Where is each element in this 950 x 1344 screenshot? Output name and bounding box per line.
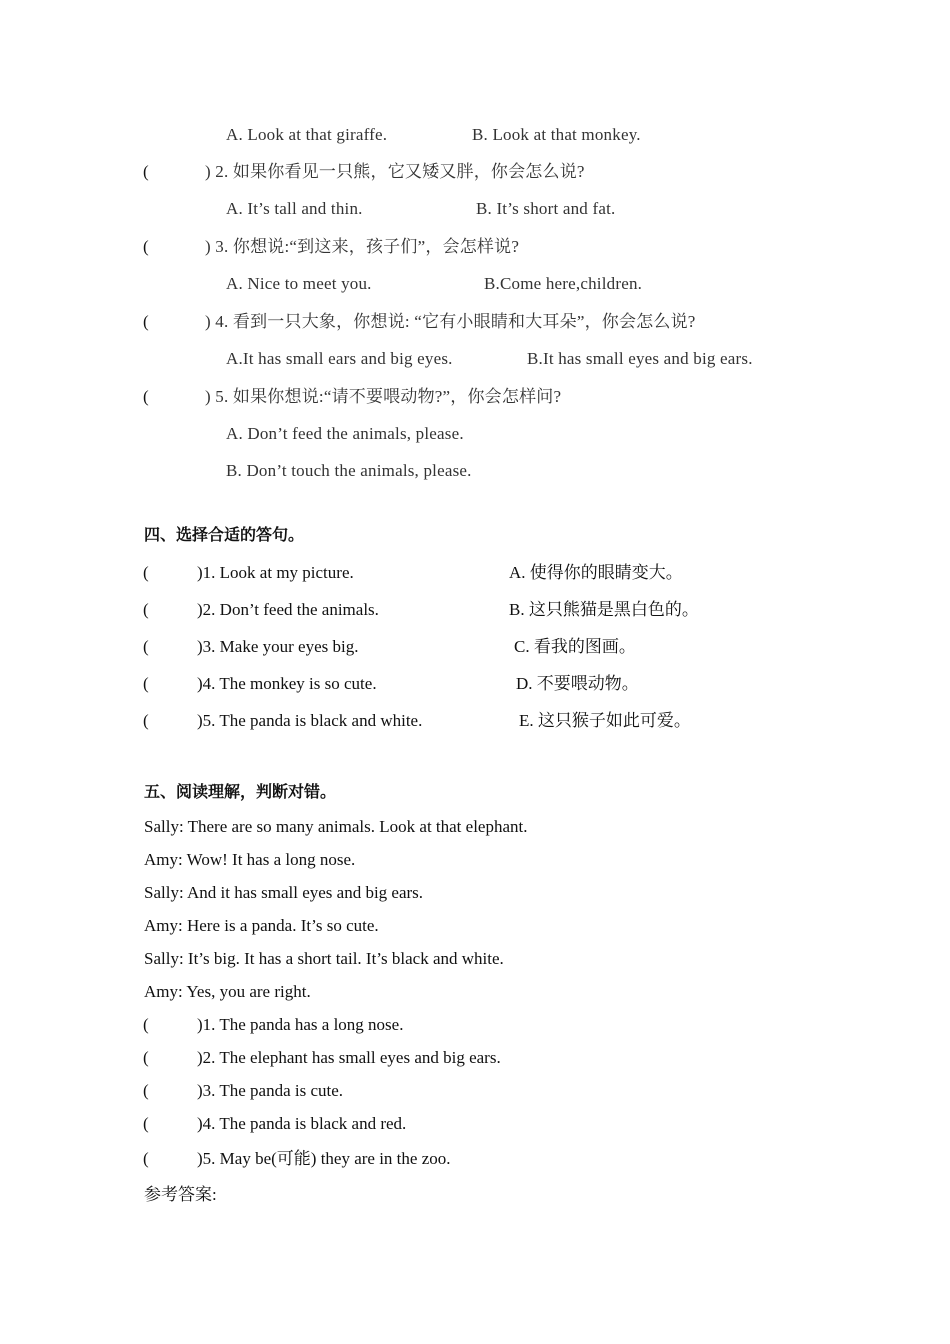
s4-item-3-text: )3. Make your eyes big. [197,637,359,656]
judge-1-text: )1. The panda has a long nose. [197,1015,404,1034]
q2-option-a: A. It’s tall and thin. [226,199,363,218]
judge-3-text: )3. The panda is cute. [197,1081,344,1100]
q4-text: ) 4. 看到一只大象，你想说: “它有小眼睛和大耳朵”，你会怎么说? [205,312,696,331]
judge-5-text: )5. May be(可能) they are in the zoo. [197,1149,451,1168]
s4-item-4-answer: D. 不要喂动物。 [516,674,639,693]
judge-2-text: )2. The elephant has small eyes and big ears. [197,1048,501,1067]
q5-option-b: B. Don’t touch the animals, please. [226,461,472,480]
q3-text: ) 3. 你想说:“到这来，孩子们”，会怎样说? [205,237,520,256]
q3-option-b: B.Come here,children. [484,274,643,293]
section-4-title: 四、选择合适的答句。 [144,525,305,544]
s4-item-2-paren: ( [143,600,149,619]
q2-option-b: B. It’s short and fat. [476,199,616,218]
s4-item-2-answer: B. 这只熊猫是黑白色的。 [509,600,699,619]
s4-item-4-paren: ( [143,674,149,693]
dialogue-line-3: Sally: And it has small eyes and big ears. [144,883,424,902]
q5-text: ) 5. 如果你想说:“请不要喂动物?”，你会怎样问? [205,387,562,406]
judge-2-paren: ( [143,1048,149,1067]
s4-item-3-answer: C. 看我的图画。 [514,637,636,656]
q1-option-a: A. Look at that giraffe. [226,125,388,144]
dialogue-line-5: Sally: It’s big. It has a short tail. It’s black and white. [144,949,504,968]
dialogue-line-4: Amy: Here is a panda. It’s so cute. [144,916,379,935]
q3-paren: ( [143,237,149,256]
q1-option-b: B. Look at that monkey. [472,125,641,144]
q5-paren: ( [143,387,149,406]
q3-option-a: A. Nice to meet you. [226,274,372,293]
dialogue-line-1: Sally: There are so many animals. Look at that elephant. [144,817,528,836]
answers-label: 参考答案: [144,1185,217,1204]
judge-4-paren: ( [143,1114,149,1133]
q4-option-a: A.It has small ears and big eyes. [226,349,453,368]
s4-item-1-answer: A. 使得你的眼睛变大。 [509,563,683,582]
dialogue-line-6: Amy: Yes, you are right. [144,982,311,1001]
section-5-title: 五、阅读理解，判断对错。 [144,782,337,801]
s4-item-1-text: )1. Look at my picture. [197,563,354,582]
q5-option-a: A. Don’t feed the animals, please. [226,424,464,443]
q2-paren: ( [143,162,149,181]
s4-item-2-text: )2. Don’t feed the animals. [197,600,379,619]
s4-item-5-text: )5. The panda is black and white. [197,711,423,730]
judge-4-text: )4. The panda is black and red. [197,1114,407,1133]
judge-1-paren: ( [143,1015,149,1034]
q4-option-b: B.It has small eyes and big ears. [527,349,753,368]
s4-item-5-paren: ( [143,711,149,730]
judge-5-paren: ( [143,1149,149,1168]
s4-item-3-paren: ( [143,637,149,656]
judge-3-paren: ( [143,1081,149,1100]
dialogue-line-2: Amy: Wow! It has a long nose. [144,850,356,869]
s4-item-4-text: )4. The monkey is so cute. [197,674,377,693]
q2-text: ) 2. 如果你看见一只熊，它又矮又胖，你会怎么说? [205,162,585,181]
s4-item-1-paren: ( [143,563,149,582]
q4-paren: ( [143,312,149,331]
s4-item-5-answer: E. 这只猴子如此可爱。 [519,711,691,730]
